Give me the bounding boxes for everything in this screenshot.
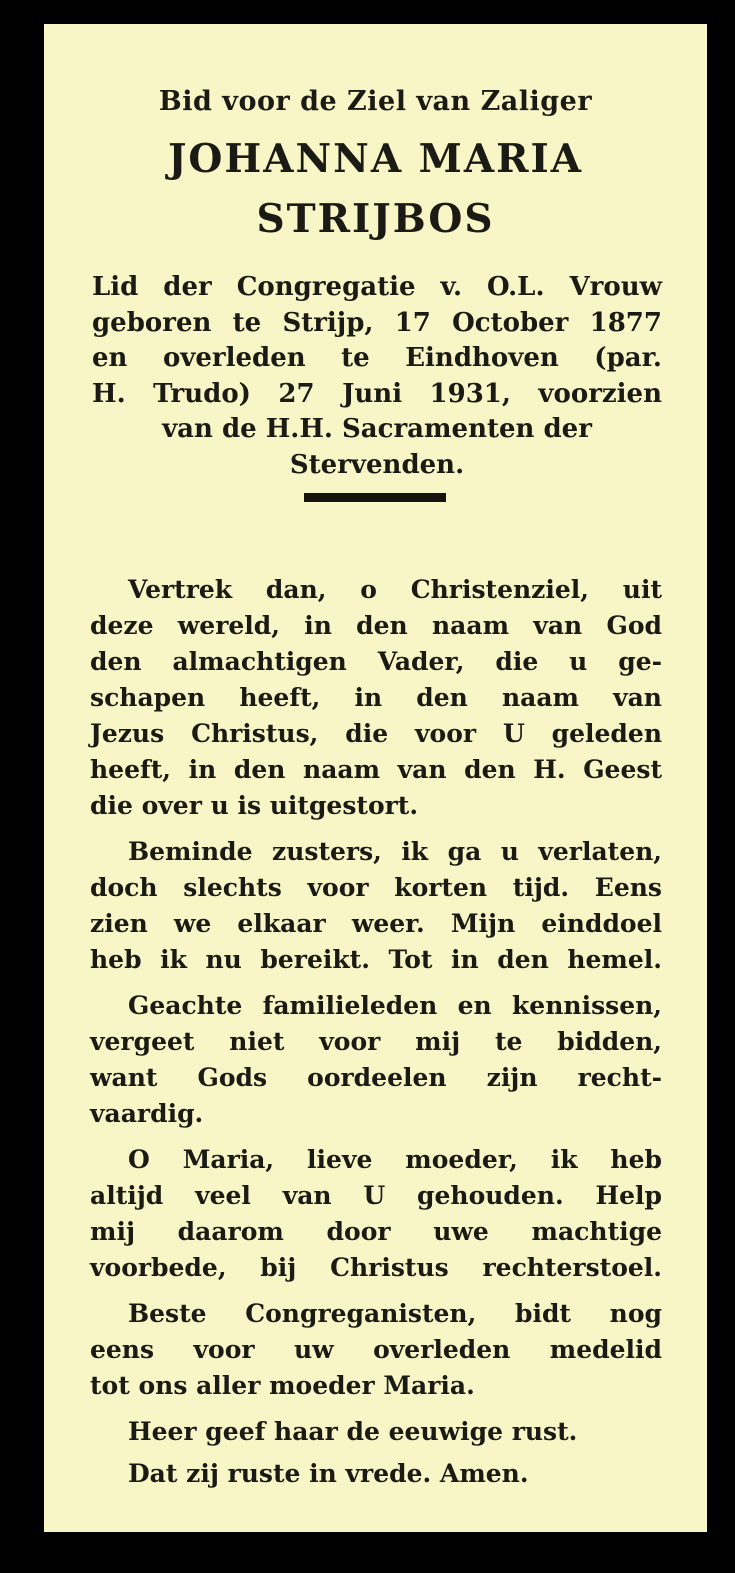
bio-line: geboren te Strijp, 17 October 1877 bbox=[92, 307, 662, 338]
prayer-paragraph bbox=[90, 988, 662, 1132]
invocation-line: Bid voor de Ziel van Zaliger bbox=[158, 86, 593, 117]
prayer-line: die over u is uitgestort. bbox=[90, 791, 419, 820]
deceased-name-last: STRIJBOS bbox=[256, 196, 495, 242]
bio-line: Lid der Congregatie v. O.L. Vrouw bbox=[92, 272, 662, 302]
bio-line: Stervenden. bbox=[289, 449, 465, 480]
prayer-line: Vertrek dan, o Christenziel, uit bbox=[128, 575, 662, 604]
prayer-line: Dat zij ruste in vrede. Amen. bbox=[128, 1459, 529, 1488]
prayer-line: voorbede, bij Christus rechterstoel. bbox=[90, 1253, 662, 1282]
prayer-text bbox=[90, 572, 662, 1492]
prayer-line: heeft, in den naam van den H. Geest bbox=[90, 755, 662, 784]
prayer-line: zien we elkaar weer. Mijn einddoel bbox=[90, 909, 662, 938]
prayer-paragraph bbox=[90, 572, 662, 824]
prayer-paragraph bbox=[90, 1142, 662, 1286]
deceased-name-first: JOHANNA MARIA bbox=[167, 136, 583, 182]
prayer-line: den almachtigen Vader, die u ge- bbox=[90, 647, 662, 676]
prayer-line: schapen heeft, in den naam van bbox=[90, 683, 662, 712]
biography-block bbox=[92, 270, 662, 483]
prayer-line: deze wereld, in den naam van God bbox=[90, 611, 662, 640]
section-divider bbox=[304, 493, 446, 502]
prayer-line: doch slechts voor korten tijd. Eens bbox=[90, 873, 662, 902]
prayer-line: O Maria, lieve moeder, ik heb bbox=[128, 1145, 662, 1174]
prayer-line: altijd veel van U gehouden. Help bbox=[90, 1181, 662, 1210]
prayer-line: Beminde zusters, ik ga u verlaten, bbox=[128, 837, 662, 866]
prayer-paragraph bbox=[90, 1456, 662, 1492]
bio-line: H. Trudo) 27 Juni 1931, voorzien bbox=[92, 378, 662, 409]
prayer-paragraph bbox=[90, 834, 662, 978]
prayer-line: Heer geef haar de eeuwige rust. bbox=[128, 1417, 578, 1446]
memorial-card bbox=[44, 24, 707, 1532]
prayer-paragraph bbox=[90, 1414, 662, 1450]
prayer-line: Jezus Christus, die voor U geleden bbox=[90, 719, 662, 748]
prayer-line: heb ik nu bereikt. Tot in den hemel. bbox=[90, 945, 662, 974]
prayer-line: Beste Congreganisten, bidt nog bbox=[128, 1299, 662, 1328]
prayer-line: mij daarom door uwe machtige bbox=[90, 1217, 662, 1246]
prayer-line: tot ons aller moeder Maria. bbox=[90, 1371, 475, 1400]
prayer-paragraph bbox=[90, 1296, 662, 1404]
prayer-line: Geachte familieleden en kennissen, bbox=[128, 991, 662, 1020]
prayer-line: want Gods oordeelen zijn recht- bbox=[90, 1063, 662, 1092]
prayer-line: vergeet niet voor mij te bidden, bbox=[90, 1027, 662, 1056]
bio-line: van de H.H. Sacramenten der bbox=[162, 414, 592, 444]
prayer-line: vaardig. bbox=[90, 1099, 204, 1128]
prayer-line: eens voor uw overleden medelid bbox=[90, 1335, 662, 1364]
bio-line: en overleden te Eindhoven (par. bbox=[92, 343, 662, 373]
